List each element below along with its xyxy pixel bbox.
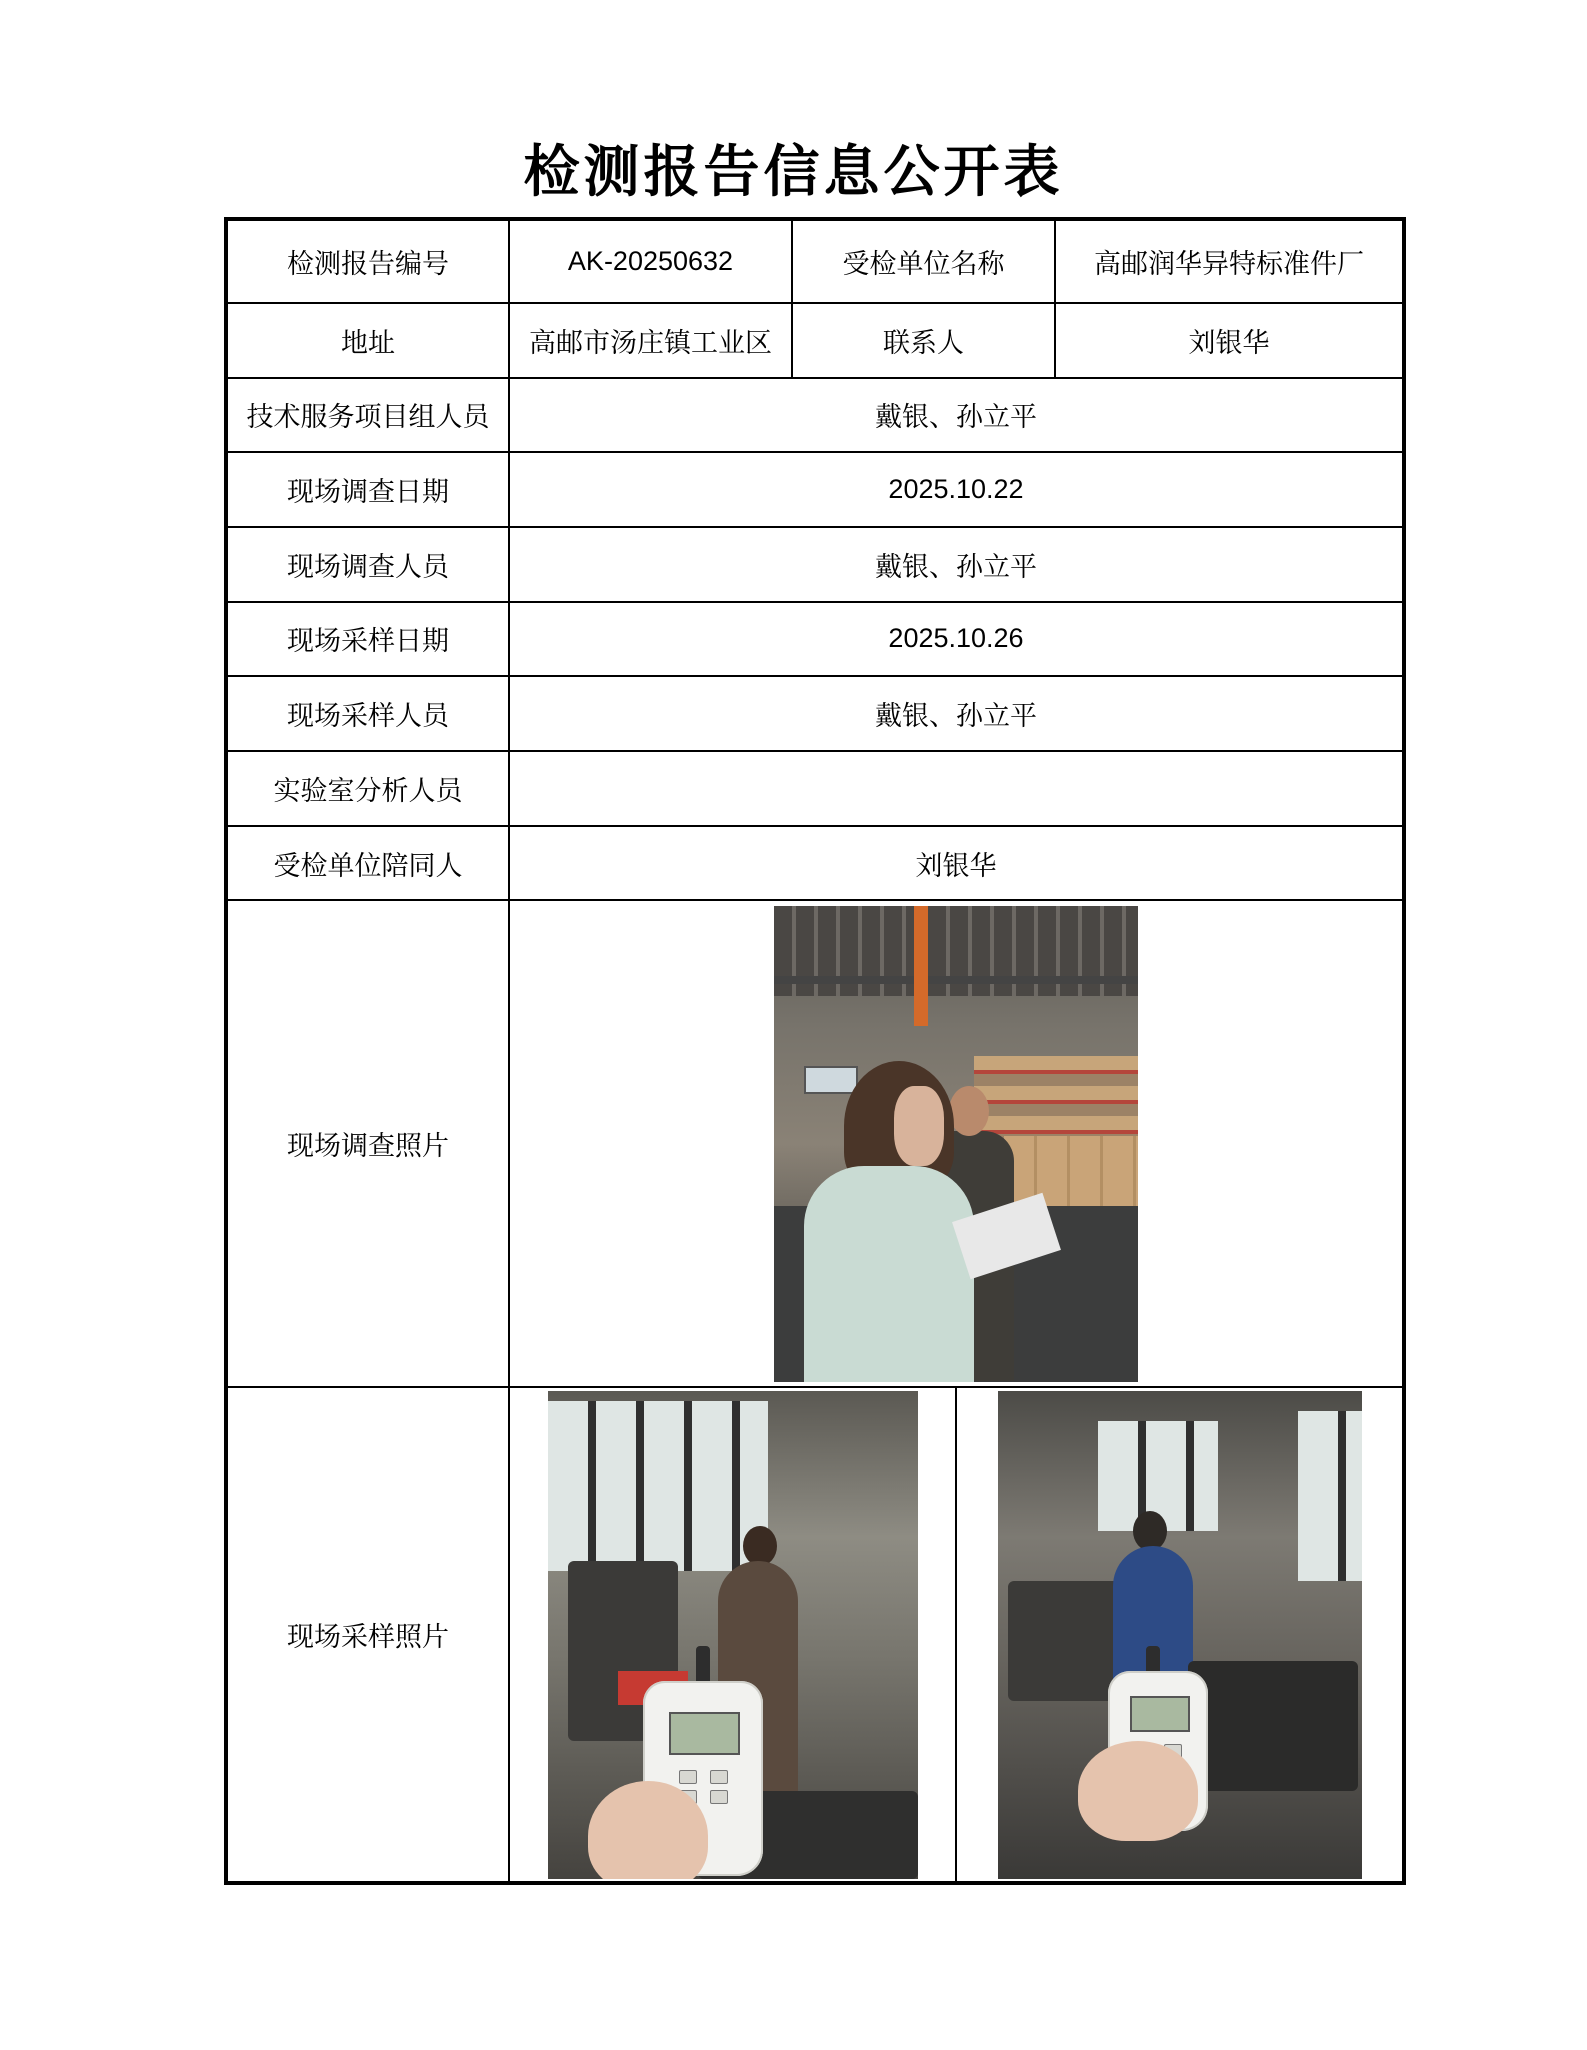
sampling-date-label: 现场采样日期 — [226, 602, 509, 677]
report-table — [224, 217, 1406, 1885]
photo-window — [548, 1401, 768, 1571]
row-sampling-photo — [226, 1387, 1404, 1883]
photo-plates — [1188, 1661, 1358, 1791]
photo-woman-face — [894, 1086, 944, 1166]
row-sampling-date — [226, 602, 1404, 677]
row-survey-photo — [226, 900, 1404, 1387]
sampling-photo-left-cell — [510, 1388, 955, 1881]
meter-button — [710, 1790, 728, 1804]
row-escort — [226, 826, 1404, 901]
address-value: 高邮市汤庄镇工业区 — [509, 303, 792, 378]
row-address — [226, 303, 1404, 378]
escort-value: 刘银华 — [509, 826, 1404, 901]
survey-photo — [774, 906, 1138, 1382]
sampling-photo-right-cell — [955, 1388, 1402, 1881]
photo-crane — [914, 906, 928, 1026]
survey-date-value: 2025.10.22 — [509, 452, 1404, 527]
survey-photo-cell — [509, 900, 1404, 1387]
sampling-date-value: 2025.10.26 — [509, 602, 1404, 677]
unit-name-value: 高邮润华异特标准件厂 — [1055, 219, 1404, 303]
meter-screen — [669, 1712, 740, 1755]
photo-man-head — [949, 1086, 989, 1136]
report-no-value: AK-20250632 — [509, 219, 792, 303]
photo-window — [1298, 1411, 1362, 1581]
page-title: 检测报告信息公开表 — [523, 139, 1064, 205]
row-survey-date — [226, 452, 1404, 527]
contact-value: 刘银华 — [1055, 303, 1404, 378]
photo-woman — [804, 1166, 974, 1382]
lab-value — [509, 751, 1404, 826]
surveyors-value: 戴银、孙立平 — [509, 527, 1404, 602]
survey-photo-label: 现场调查照片 — [226, 900, 509, 1387]
meter-screen — [1130, 1696, 1190, 1732]
photo-worker-head — [743, 1526, 777, 1566]
row-samplers — [226, 676, 1404, 751]
row-report-no — [226, 219, 1404, 303]
lab-label: 实验室分析人员 — [226, 751, 509, 826]
photo-beam — [774, 976, 1138, 984]
samplers-label: 现场采样人员 — [226, 676, 509, 751]
team-value: 戴银、孙立平 — [509, 378, 1404, 453]
photo-meter-mic — [696, 1646, 710, 1686]
photo-worker-head — [1133, 1511, 1167, 1551]
sampling-photo-right — [998, 1391, 1362, 1879]
meter-button — [679, 1770, 697, 1784]
sampling-photo-label: 现场采样照片 — [226, 1387, 509, 1883]
meter-button — [710, 1770, 728, 1784]
address-label: 地址 — [226, 303, 509, 378]
escort-label: 受检单位陪同人 — [226, 826, 509, 901]
sampling-photo-left — [548, 1391, 918, 1879]
report-no-label: 检测报告编号 — [226, 219, 509, 303]
surveyors-label: 现场调查人员 — [226, 527, 509, 602]
row-team — [226, 378, 1404, 453]
sampling-photo-cell — [509, 1387, 1404, 1883]
unit-name-label: 受检单位名称 — [792, 219, 1055, 303]
samplers-value: 戴银、孙立平 — [509, 676, 1404, 751]
row-lab — [226, 751, 1404, 826]
contact-label: 联系人 — [792, 303, 1055, 378]
row-surveyors — [226, 527, 1404, 602]
sampling-photos — [510, 1388, 1402, 1881]
team-label: 技术服务项目组人员 — [226, 378, 509, 453]
photo-hand — [1078, 1741, 1198, 1841]
photo-window — [804, 1066, 858, 1094]
survey-date-label: 现场调查日期 — [226, 452, 509, 527]
